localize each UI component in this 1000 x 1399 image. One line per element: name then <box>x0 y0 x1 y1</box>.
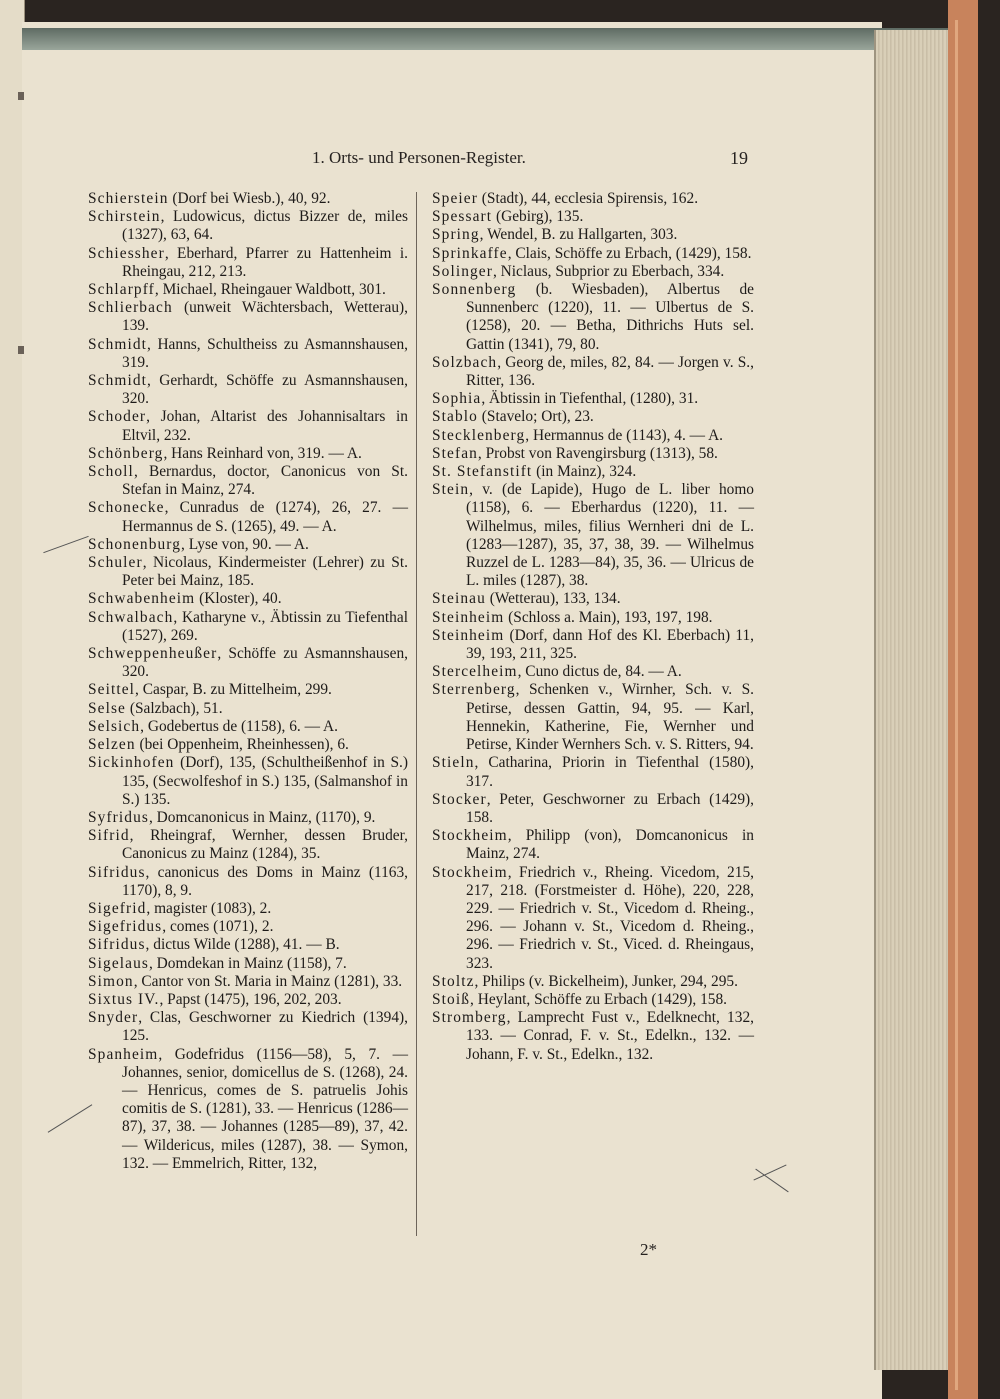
book-cover-edge <box>948 0 978 1399</box>
entry-text: , Gerhardt, Schöffe zu Asmannshausen, 320. <box>122 372 408 408</box>
index-entry <box>88 955 408 973</box>
entry-headword: Scholl <box>88 463 134 481</box>
index-entry <box>88 864 408 900</box>
entry-headword: Schonecke <box>88 499 165 517</box>
entry-text: , Papst (1475), 196, 202, 203. <box>159 990 342 1008</box>
entry-text: , Heylant, Schöffe zu Erbach (1429), 158. <box>470 990 728 1008</box>
index-entry <box>88 809 408 827</box>
index-entry <box>432 281 754 354</box>
index-entry <box>88 590 408 608</box>
entry-headword: Sterrenberg <box>432 681 516 699</box>
index-entry <box>432 190 754 208</box>
index-entry <box>88 973 408 991</box>
index-entry <box>432 627 754 663</box>
index-entry <box>432 754 754 790</box>
entry-text: , Schöffe zu Asmannshausen, 320. <box>122 645 408 681</box>
entry-text: (Dorf bei Wiesb.), 40, 92. <box>168 190 331 207</box>
entry-text: , Michael, Rheingauer Waldbott, 301. <box>154 281 386 299</box>
entry-headword: Stein <box>432 481 470 499</box>
index-entry <box>432 590 754 608</box>
entry-headword: Schierstein <box>88 190 169 207</box>
index-entry <box>432 390 754 408</box>
running-title: 1. Orts- und Personen-Register. <box>312 148 526 167</box>
index-entry <box>432 208 754 226</box>
entry-headword: Stablo <box>432 408 478 426</box>
entry-headword: Stieln <box>432 754 475 772</box>
entry-headword: Schuler <box>88 554 143 572</box>
entry-headword: Sickinhofen <box>88 754 175 772</box>
entry-text: (Dorf, dann Hof des Kl. Eberbach) 11, 39, 193, 211, 325. <box>466 626 754 663</box>
entry-text: , Domdekan in Mainz (1158), 7. <box>148 954 347 972</box>
entry-headword: Schlierbach <box>88 299 173 317</box>
entry-text: , Ludowicus, dictus Bizzer de, miles (1327), 63, 64. <box>122 208 408 244</box>
index-entry <box>432 408 754 426</box>
entry-headword: Spring <box>432 226 480 244</box>
index-entry <box>432 864 754 973</box>
index-entry <box>432 481 754 590</box>
index-entry <box>88 700 408 718</box>
right-index-column <box>432 190 754 1064</box>
entry-text: , Catharina, Priorin in Tiefenthal (1580), 317. <box>466 754 754 790</box>
entry-text: , Johan, Altarist des Johannisaltars in Eltvil, 232. <box>122 408 408 444</box>
entry-headword: Stoltz <box>432 972 475 990</box>
entry-headword: Schwalbach <box>88 608 174 626</box>
entry-headword: Spanheim <box>88 1045 159 1063</box>
entry-text: , Lyse von, 90. — A. <box>181 535 309 553</box>
index-entry <box>88 536 408 554</box>
entry-text: , Domcanonicus in Mainz, (1170), 9. <box>148 808 376 826</box>
index-entry <box>88 190 408 208</box>
page-number: 19 <box>730 148 748 168</box>
entry-text: , Cunradus de (1274), 26, 27. — Hermannus de S. (1265), 49. — A. <box>122 499 408 535</box>
entry-text: , Godefridus (1156—58), 5, 7. — Johannes, senior, domicellus de S. (1268), 24. — Henricus, comes de S. patruelis Johis comitis de S. (1281), 33. — Henricus (1286—87), 37, 38. — Johannes (1285—89), 37, 42. — Wildericus, miles (1287), 38. — Symon, 132. — Emmelrich, Ritter, 132, <box>122 1045 408 1172</box>
entry-headword: Steinheim <box>432 608 505 626</box>
entry-headword: Schmidt <box>88 372 148 390</box>
entry-text: (unweit Wächtersbach, Wetterau), 139. <box>122 299 408 335</box>
entry-headword: Schiessher <box>88 244 165 262</box>
index-entry <box>88 208 408 244</box>
entry-headword: Schlarpff <box>88 281 155 299</box>
entry-headword: Sifridus <box>88 936 146 954</box>
index-entry <box>88 281 408 299</box>
column-divider <box>416 192 417 1236</box>
entry-text: (Dorf), 135, (Schultheißenhof in S.) 135, (Secwolfeshof in S.) 135, (Salmanshof in S.) 135. <box>122 754 408 808</box>
entry-text: , Godebertus de (1158), 6. — A. <box>140 717 338 735</box>
entry-text: (bei Oppenheim, Rheinhessen), 6. <box>135 736 349 754</box>
page-stack-edges <box>874 30 954 1370</box>
entry-text: , Georg de, miles, 82, 84. — Jorgen v. S., Ritter, 136. <box>466 353 754 390</box>
entry-headword: Sifridus <box>88 863 146 881</box>
index-entry <box>432 681 754 754</box>
entry-headword: Schonenburg <box>88 535 182 553</box>
index-entry <box>88 1046 408 1173</box>
entry-headword: Selsich <box>88 717 141 735</box>
entry-text: , dictus Wilde (1288), 41. — B. <box>145 936 340 954</box>
entry-text: (Stadt), 44, ecclesia Spirensis, 162. <box>477 190 699 207</box>
entry-headword: Sigefrid <box>88 899 147 917</box>
cover-highlight <box>955 20 958 1390</box>
entry-headword: Spessart <box>432 208 493 226</box>
index-entry <box>88 827 408 863</box>
index-entry <box>88 299 408 335</box>
entry-text: , Hermannus de (1143), 4. — A. <box>525 426 724 444</box>
entry-text: , Hanns, Schultheiss zu Asmannshausen, 319. <box>122 335 408 371</box>
signature-mark: 2* <box>640 1240 657 1259</box>
entry-headword: Sprinkaffe <box>432 244 508 262</box>
index-entry <box>88 718 408 736</box>
entry-headword: Steinau <box>432 590 486 608</box>
entry-headword: Seittel <box>88 681 136 699</box>
entry-headword: Solinger <box>432 262 493 280</box>
index-entry <box>432 245 754 263</box>
index-entry <box>432 463 754 481</box>
entry-headword: Schoder <box>88 408 147 426</box>
index-entry <box>432 445 754 463</box>
page-top-edge <box>22 28 952 50</box>
index-entry <box>88 900 408 918</box>
index-entry <box>88 336 408 372</box>
entry-text: (Schloss a. Main), 193, 197, 198. <box>504 608 713 626</box>
entry-text: , Probst von Ravengirsburg (1313), 58. <box>477 444 718 462</box>
index-entry <box>88 1009 408 1045</box>
entry-text: (Gebirg), 135. <box>492 208 584 226</box>
index-entry <box>432 827 754 863</box>
entry-headword: Schweppenheußer <box>88 645 218 663</box>
index-entry <box>88 445 408 463</box>
entry-text: , magister (1083), 2. <box>146 899 272 917</box>
index-entry <box>88 408 408 444</box>
entry-headword: Schirstein <box>88 208 161 226</box>
entry-headword: Stefan <box>432 444 478 462</box>
entry-headword: Selse <box>88 699 126 717</box>
entry-text: , Cantor von St. Maria in Mainz (1281), 33. <box>133 972 403 990</box>
entry-headword: Simon <box>88 972 134 990</box>
entry-headword: Sifrid <box>88 827 130 845</box>
entry-text: (Wetterau), 133, 134. <box>485 590 621 608</box>
entry-text: , Rheingraf, Wernher, dessen Bruder, Canonicus zu Mainz (1284), 35. <box>122 827 408 863</box>
index-entry <box>432 973 754 991</box>
entry-headword: Stecklenberg <box>432 426 526 444</box>
index-entry <box>88 936 408 954</box>
entry-text: , Friedrich v., Rheing. Vicedom, 215, 217, 218. (Forstmeister d. Höhe), 220, 228, 229. — Friedrich v. St., Vicedom d. Rheing., 296. — Johann v. St., Vicedom d. Rheing., 296. — Friedrich v. St., Viced. d. Rheingaus, 323. <box>466 863 754 972</box>
entry-headword: Schmidt <box>88 335 148 353</box>
index-entry <box>432 226 754 244</box>
entry-text: , canonicus des Doms in Mainz (1163, 1170), 8, 9. <box>122 863 408 899</box>
entry-headword: Syfridus <box>88 808 149 826</box>
index-entry <box>88 754 408 809</box>
index-entry <box>432 791 754 827</box>
entry-text: , Schenken v., Wirnher, Sch. v. S. Petirse, dessen Gattin, 94, 95. — Karl, Hennekin, Katherine, Fie, Wernher und Petirse, Kinder Wernhers Sch. v. S. Ritters, 94. <box>466 681 754 754</box>
entry-text: (b. Wiesbaden), Albertus de Sunnenberc (1220), 11. — Ulbertus de S. (1258), 20. — Betha, Dithrichs Huts sel. Gattin (1341), 79, 80. <box>466 281 754 353</box>
entry-text: , v. (de Lapide), Hugo de L. liber homo (1158), 6. — Eberhardus (1220), 11. — Wilhelmus, miles, filius Wernheri dni de L. (1283—1287), 35, 37, 38, 39. — Wilhelmus Ruzzel de L. 1283—84), 35, 36. — Ulricus de L. miles (1287), 38. <box>466 481 754 590</box>
entry-text: , Niclaus, Subprior zu Eberbach, 334. <box>492 262 725 280</box>
entry-text: , Clais, Schöffe zu Erbach, (1429), 158. <box>507 244 752 262</box>
entry-headword: Steinheim <box>432 626 505 644</box>
entry-headword: Stercelheim <box>432 663 518 681</box>
entry-text: , Clas, Geschworner zu Kiedrich (1394), 125. <box>122 1009 408 1045</box>
entry-text: , Katharyne v., Äbtissin zu Tiefenthal (1527), 269. <box>122 608 408 644</box>
entry-text: , Lamprecht Fust v., Edelknecht, 132, 133. — Conrad, F. v. St., Edelkn., 132. — Johann, F. v. St., Edelkn., 132. <box>466 1009 754 1063</box>
index-entry <box>88 736 408 754</box>
entry-text: , Philipp (von), Domcanonicus in Mainz, 274. <box>466 827 754 863</box>
index-entry <box>432 609 754 627</box>
index-entry <box>88 499 408 535</box>
index-entry <box>88 463 408 499</box>
index-entry <box>432 1009 754 1064</box>
entry-headword: St. Stefanstift <box>432 463 533 481</box>
index-entry <box>88 245 408 281</box>
index-entry <box>88 991 408 1009</box>
entry-headword: Schönberg <box>88 444 164 462</box>
margin-tick <box>18 346 24 354</box>
entry-headword: Schwabenheim <box>88 590 196 608</box>
index-entry <box>432 427 754 445</box>
index-entry <box>432 663 754 681</box>
index-entry <box>88 681 408 699</box>
entry-headword: Sonnenberg <box>432 281 517 299</box>
entry-text: , comes (1071), 2. <box>162 918 274 936</box>
entry-headword: Sigelaus <box>88 954 149 972</box>
entry-headword: Stockheim <box>432 863 508 881</box>
entry-text: , Eberhard, Pfarrer zu Hattenheim i. Rheingau, 212, 213. <box>122 244 408 280</box>
entry-headword: Sixtus IV. <box>88 990 160 1008</box>
entry-headword: Sophia <box>432 390 482 408</box>
entry-headword: Stocker <box>432 790 487 808</box>
entry-headword: Selzen <box>88 736 136 754</box>
index-entry <box>88 554 408 590</box>
entry-headword: Stromberg <box>432 1009 507 1027</box>
entry-text: , Wendel, B. zu Hallgarten, 303. <box>479 226 678 244</box>
entry-text: , Caspar, B. zu Mittelheim, 299. <box>135 681 332 699</box>
left-index-column <box>88 190 408 1173</box>
entry-headword: Snyder <box>88 1009 139 1027</box>
entry-text: (Stavelo; Ort), 23. <box>477 408 594 426</box>
entry-headword: Stockheim <box>432 827 508 845</box>
entry-text: , Hans Reinhard von, 319. — A. <box>163 444 362 462</box>
index-entry <box>88 918 408 936</box>
entry-text: (Kloster), 40. <box>195 590 282 608</box>
entry-text: , Bernardus, doctor, Canonicus von St. Stefan in Mainz, 274. <box>122 463 408 499</box>
entry-headword: Solzbach <box>432 353 498 371</box>
index-entry <box>432 354 754 390</box>
index-entry <box>432 991 754 1009</box>
index-entry <box>88 645 408 681</box>
entry-headword: Sigefridus <box>88 918 163 936</box>
entry-text: (Salzbach), 51. <box>126 699 223 717</box>
entry-text: , Nicolaus, Kindermeister (Lehrer) zu St. Peter bei Mainz, 185. <box>122 554 408 590</box>
index-entry <box>432 263 754 281</box>
entry-headword: Stoiß <box>432 990 471 1008</box>
entry-text: , Cuno dictus de, 84. — A. <box>517 663 682 681</box>
entry-headword: Speier <box>432 190 478 207</box>
entry-text: (in Mainz), 324. <box>532 463 637 481</box>
index-entry <box>88 372 408 408</box>
entry-text: , Philips (v. Bickelheim), Junker, 294, 295. <box>474 972 738 990</box>
entry-text: , Äbtissin in Tiefenthal, (1280), 31. <box>481 390 699 408</box>
index-entry <box>88 609 408 645</box>
entry-text: , Peter, Geschworner zu Erbach (1429), 158. <box>466 790 754 826</box>
margin-tick <box>18 92 24 100</box>
